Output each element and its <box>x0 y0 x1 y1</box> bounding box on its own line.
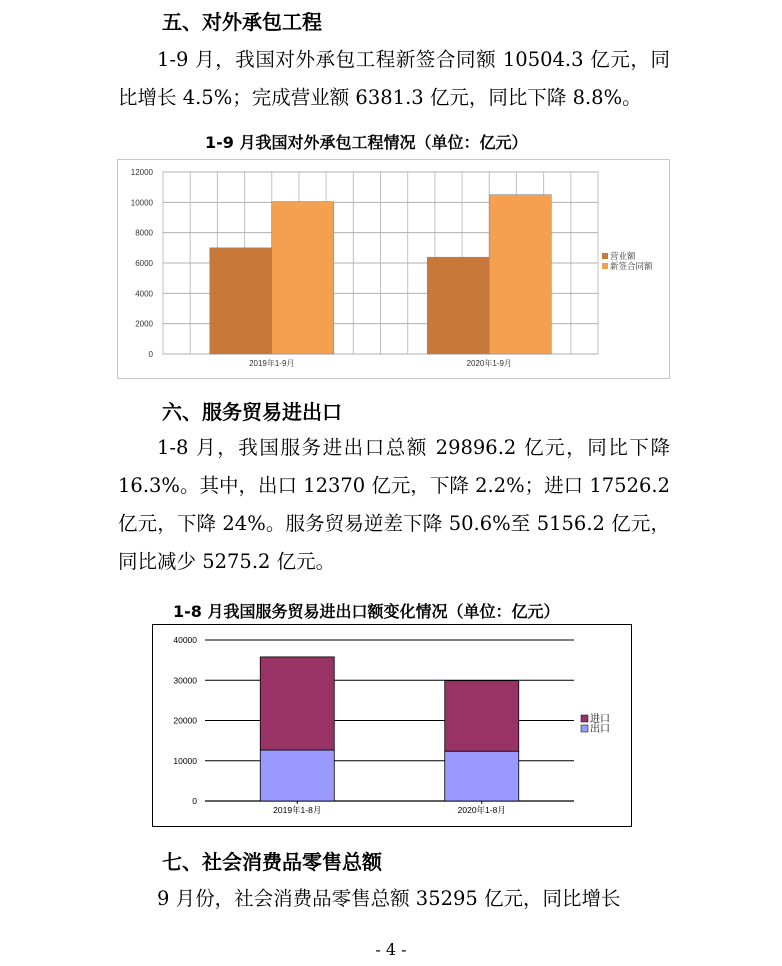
chart-2-svg <box>153 625 631 826</box>
legend-label: 营业额 <box>610 251 636 261</box>
y-tick-label: 8000 <box>135 228 153 238</box>
figure-title-2: 1-8 月我国服务贸易进出口额变化情况（单位：亿元） <box>173 602 560 621</box>
paragraph-text: 9 月份，社会消费品零售总额 35295 亿元，同比增长 <box>157 887 621 910</box>
bar-segment-进口 <box>445 681 519 752</box>
legend-label: 新签合同额 <box>610 261 653 271</box>
y-tick-label: 6000 <box>135 259 153 268</box>
legend-swatch <box>602 253 608 259</box>
legend-label: 进口 <box>590 714 610 725</box>
y-tick-label: 20000 <box>173 715 197 726</box>
bar-营业额 <box>427 257 489 354</box>
figure-title-1: 1-9 月我国对外承包工程情况（单位：亿元） <box>205 133 528 152</box>
y-tick-label: 4000 <box>135 289 153 299</box>
y-tick-label: 0 <box>148 350 153 359</box>
legend-swatch <box>581 715 588 722</box>
bar-新签合同额 <box>272 202 334 354</box>
y-tick-label: 30000 <box>173 675 197 686</box>
bar-营业额 <box>210 248 272 354</box>
section-paragraph-7 <box>118 880 670 918</box>
paragraph-text: 1-8 月，我国服务进出口总额 29896.2 亿元，同比下降 16.3%。其中，出口 12370 亿元，下降 2.2%；进口 17526.2 亿元，下降 24%。服务贸易逆差下降 50.6%至 5156.2 亿元，同比减少 5275.2 亿元。 <box>118 436 670 573</box>
x-tick-label: 2020年1-8月 <box>457 805 506 815</box>
section-heading-7: 七、社会消费品零售总额 <box>162 850 382 874</box>
section-paragraph-5 <box>118 41 670 117</box>
page-number: - 4 - <box>375 940 407 959</box>
bar-segment-出口 <box>445 751 519 801</box>
y-tick-label: 40000 <box>173 635 197 645</box>
x-tick-label: 2020年1-9月 <box>466 359 512 368</box>
legend-swatch <box>581 725 588 732</box>
chart-service-trade <box>152 624 632 827</box>
bar-新签合同额 <box>489 195 551 354</box>
x-tick-label: 2019年1-9月 <box>249 359 295 368</box>
bar-segment-进口 <box>260 657 334 750</box>
y-tick-label: 2000 <box>135 319 153 329</box>
y-tick-label: 10000 <box>173 755 197 766</box>
section-heading-5: 五、对外承包工程 <box>162 10 322 34</box>
y-tick-label: 10000 <box>130 198 153 208</box>
x-tick-label: 2019年1-8月 <box>273 805 322 815</box>
section-paragraph-6 <box>118 429 670 581</box>
section-heading-6: 六、服务贸易进出口 <box>162 400 342 424</box>
chart-contract-projects <box>117 159 670 379</box>
paragraph-text: 1-9 月，我国对外承包工程新签合同额 10504.3 亿元，同比增长 4.5%；完成营业额 6381.3 亿元，同比下降 8.8%。 <box>118 48 670 109</box>
chart-1-svg <box>118 160 669 378</box>
legend-label: 出口 <box>590 724 610 735</box>
y-tick-label: 12000 <box>130 168 153 177</box>
y-tick-label: 0 <box>192 796 197 806</box>
bar-segment-出口 <box>260 750 334 801</box>
legend-swatch <box>602 263 608 269</box>
